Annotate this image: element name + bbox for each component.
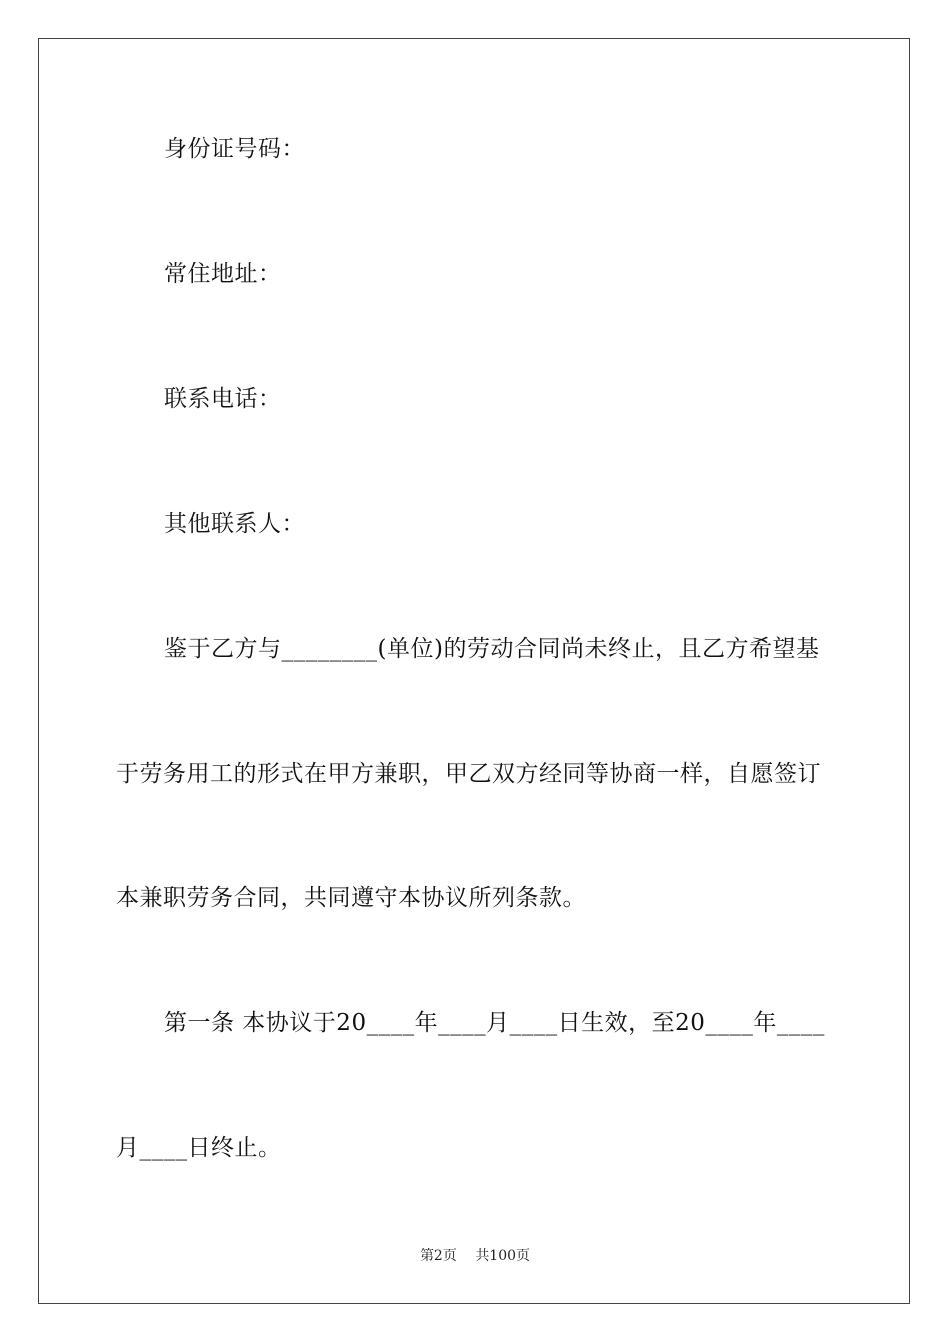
id-number-label: 身份证号码： xyxy=(164,136,305,162)
page-total: 共100页 xyxy=(475,1248,531,1264)
article-one-line: 月____日终止。 xyxy=(116,1135,282,1161)
other-contact-label: 其他联系人： xyxy=(164,511,305,537)
article-one-line: 第一条 本协议于20____年____月____日生效，至20____年____ xyxy=(164,1010,825,1036)
paragraph-line: 于劳务用工的形式在甲方兼职，甲乙双方经同等协商一样，自愿签订 xyxy=(116,761,821,787)
paragraph-line: 本兼职劳务合同，共同遵守本协议所列条款。 xyxy=(116,885,586,911)
paragraph-line: 鉴于乙方与________(单位)的劳动合同尚未终止，且乙方希望基 xyxy=(164,636,820,662)
page-number: 第2页 xyxy=(419,1248,457,1264)
page-footer xyxy=(0,1246,950,1266)
phone-label: 联系电话： xyxy=(164,386,282,412)
page-frame xyxy=(38,38,910,1304)
address-label: 常住地址： xyxy=(164,261,282,287)
